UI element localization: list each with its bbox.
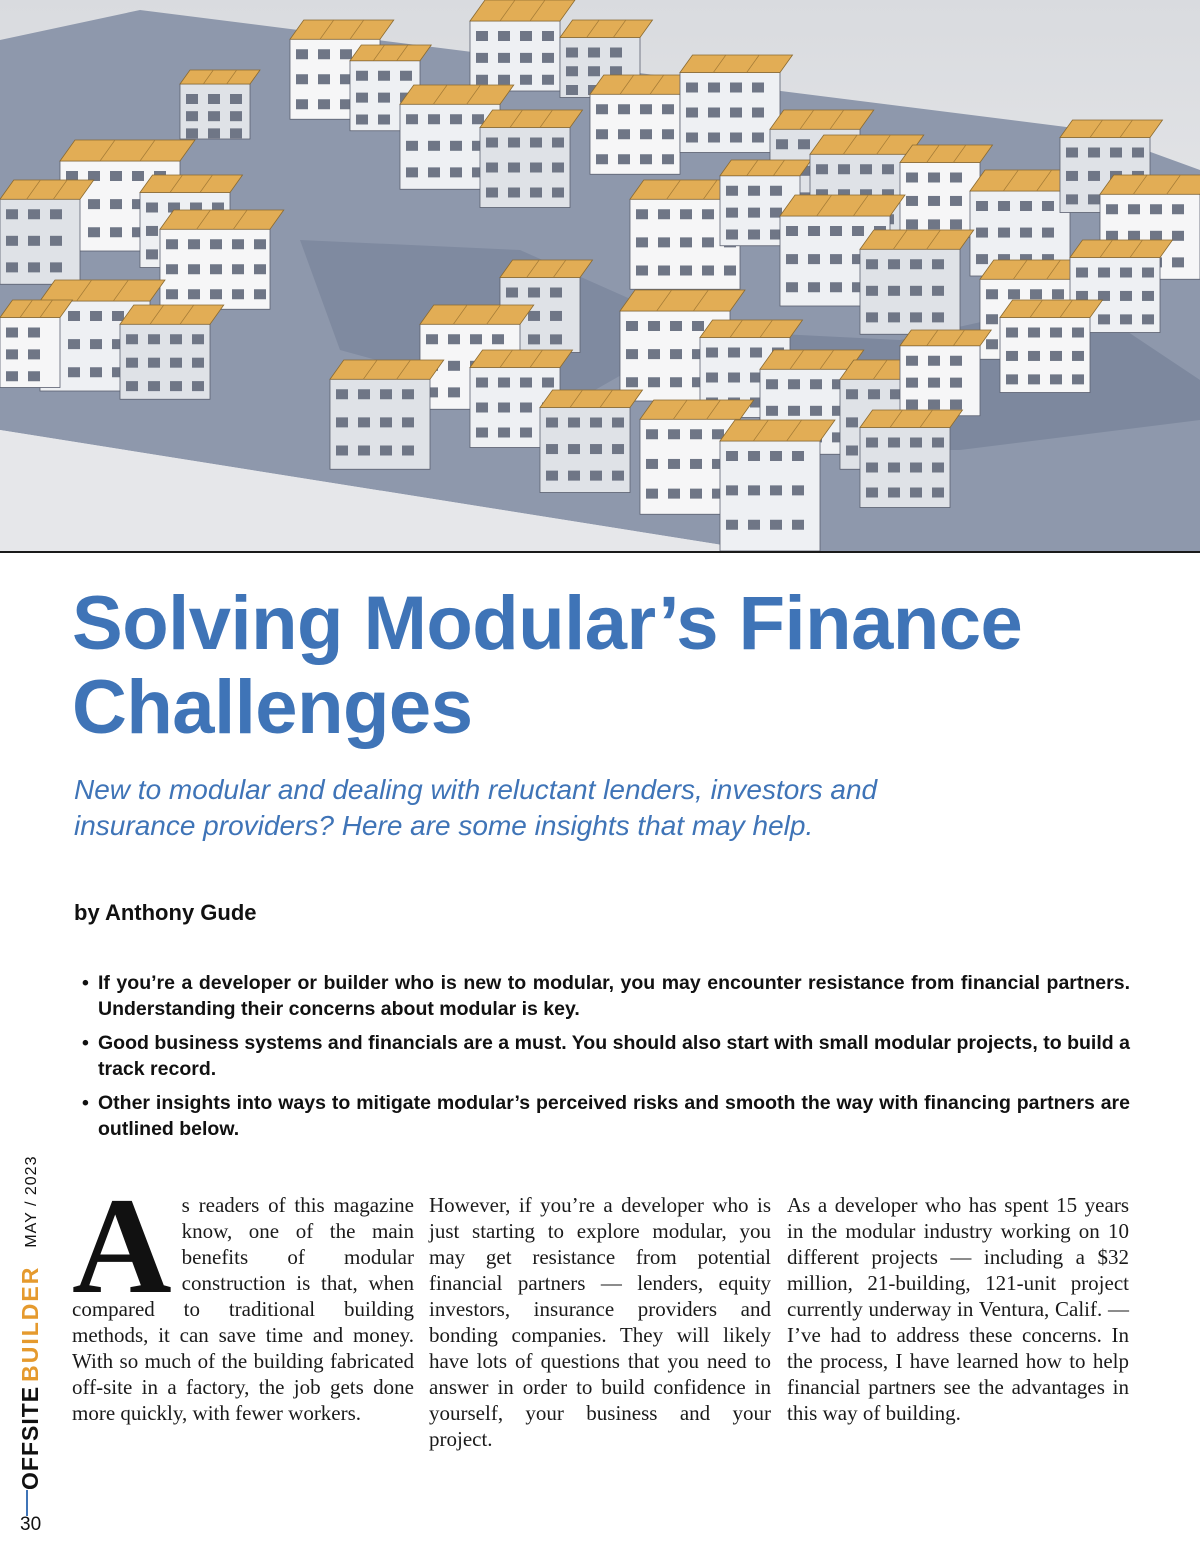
key-point: • If you’re a developer or builder who is new to modular, you may encounter resistance from financial partners. Understanding their concerns about modular is key. <box>82 970 1130 1022</box>
page-number: 30 <box>20 1514 42 1535</box>
article-title-line-2: Challenges <box>72 665 473 750</box>
article-title <box>72 582 1172 750</box>
key-point: • Good business systems and financials are a must. You should also start with small modular projects, to build a track record. <box>82 1030 1130 1082</box>
key-point: • Other insights into ways to mitigate modular’s perceived risks and smooth the way with financing partners are outlined below. <box>82 1090 1130 1142</box>
drop-cap: A <box>72 1169 172 1322</box>
article-subtitle <box>74 772 1074 844</box>
body-column-1-text: s readers of this magazine know, one of the main benefits of modular construction is that, when compared to traditional building methods, it can save time and money. With so much of the building fabricated off-site in a factory, the job gets done more quickly, with fewer workers. <box>72 1193 414 1425</box>
hero-rendering <box>0 0 1200 553</box>
body-column-2: However, if you’re a developer who is just starting to explore modular, you may get resistance from potential financial partners — lenders, equity investors, insurance providers and bonding companies. They will likely have lots of questions that you need to answer in order to build confidence in yourself, your business and your project. <box>429 1193 771 1451</box>
byline: by Anthony Gude <box>74 900 257 925</box>
modular-development-rendering <box>0 0 1200 551</box>
magazine-name-builder: BUILDER <box>16 1265 43 1382</box>
key-points-list <box>82 970 1130 1150</box>
article-subtitle-line-2: insurance providers? Here are some insights that may help. <box>74 810 814 841</box>
folio-sidebar <box>16 1155 43 1490</box>
body-column-3: As a developer who has spent 15 years in the modular industry working on 10 different projects — including a $32 million, 21-building, 121-unit project currently underway in Ventura, Calif. — I’ve had to address these concerns. In the process, I have learned how to help financial partners see the advantages in this way of building. <box>787 1193 1129 1425</box>
folio-divider <box>26 1490 28 1516</box>
article-subtitle-line-1: New to modular and dealing with reluctant lenders, investors and <box>74 774 878 805</box>
body-column-1 <box>72 1169 414 1426</box>
magazine-name-offsite: OFFSITE <box>16 1385 43 1490</box>
article-title-line-1: Solving Modular’s Finance <box>72 581 1023 666</box>
issue-date: MAY / 2023 <box>23 1155 40 1248</box>
